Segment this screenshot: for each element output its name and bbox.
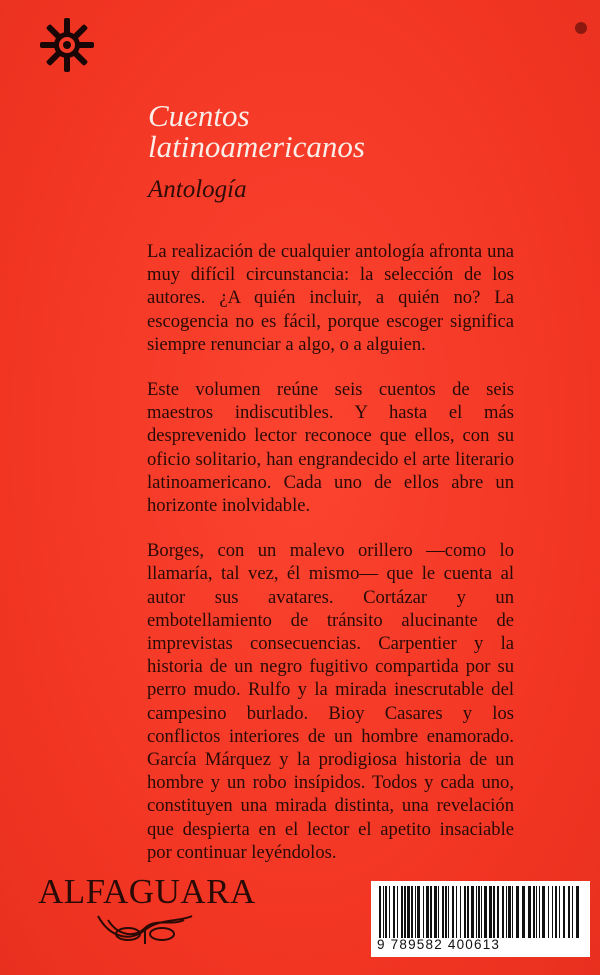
isbn-digits: 9 789582 400613	[377, 937, 501, 952]
ship-wheel-logo-icon	[36, 14, 98, 76]
title-line-2: latinoamericanos	[148, 129, 365, 164]
back-cover-blurb	[147, 240, 514, 886]
corner-mark	[575, 22, 587, 34]
blurb-paragraph-1: La realización de cualquier antología afronta una muy difícil circunstancia: la selección de los autores. ¿A quién incluir, a quién no? La escogencia no es fácil, porque escoger significa siempre renunciar a algo, o a alguien.	[147, 241, 514, 355]
title-line-1: Cuentos	[148, 98, 250, 133]
barcode-icon	[379, 886, 582, 938]
barcode	[371, 881, 590, 957]
book-title	[148, 100, 548, 162]
publisher-logo	[38, 872, 256, 952]
blurb-paragraph-3: Borges, con un malevo orillero —como lo llamaría, tal vez, él mismo— que le cuenta al autor sus avatares. Cortázar y un embotellamiento de tránsito alucinante de imprevistas consecuencias. Carpentier y la historia de un negro fugitivo compartida por su perro mudo. Rulfo y la mirada inescrutable del campesino burlado. Bioy Casares y los conflictos interiores de un hombre enamorado. García Márquez y la prodigiosa historia de un hombre y un robo insípidos. Todos y cada uno, constituyen una mirada distinta, una revelación que despierta en el lector el apetito insaciable por continuar leyéndolos.	[147, 540, 514, 863]
book-subtitle: Antología	[148, 176, 247, 203]
blurb-paragraph-2: Este volumen reúne seis cuentos de seis maestros indiscutibles. Y hasta el más desprevenido lector reconoce que ellos, con su oficio solitario, han engrandecido el arte literario latinoamericano. Cada uno de ellos abre un horizonte inolvidable.	[147, 379, 514, 517]
publisher-swash-icon	[90, 908, 200, 948]
publisher-name: ALFAGUARA	[38, 872, 256, 911]
